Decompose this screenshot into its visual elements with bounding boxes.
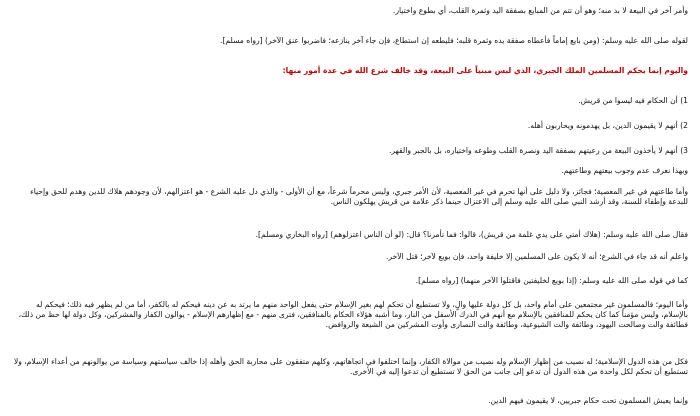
- paragraph-10: واعلم أنه قد جاء في الشرع؛ أنه لا يكون على المسلمين إلا خليفة واحد، فإن بويع لآخر؛ قتل الآخر.: [386, 252, 688, 261]
- list-item-3: 3) أنهم لا يأخذون البيعة من رعيتهم بصفقة اليد ونصرة القلب وطوعه واختياره، بل بالجبر والقهر.: [388, 146, 688, 155]
- document-body: [12, 0, 688, 416]
- paragraph-9: فقال صلى الله عليه وسلم: (هلاك أمتي على يدي غلمة من قريش)، قالوا: فما تأمرنا؟ قال: (لو أن الناس اعتزلوهم) [رواه البخاري ومسلم].: [255, 230, 688, 239]
- paragraph-1: وأمر آخر في البيعة لا بد منه؛ وهو أن تتم من المبايع بصفقة اليد وثمرة القلب، أي بطوع واختيار.: [392, 6, 688, 15]
- heading-paragraph: واليوم إنما يحكم المسلمين الملك الجبري، الذي ليس مبنياً على البيعة، وقد خالف شرع الله في عدة أمور منها:: [282, 66, 688, 75]
- list-item-1: 1) أن الحكام فيه ليسوا من قريش.: [578, 96, 688, 105]
- paragraph-13: فكل من هذه الدول الإسلامية؛ له نصيب من إظهار الإسلام وله نصيب من موالاة الكفار، وإنما اختلفوا في اتجاهاتهم، وكلهم متفقون على محاربة الحق وأهله إذا خالف سياستهم وسياسة من يوالونهم من أعداء الإسلام، ولا تستطيع أن تحكم لكل واحدة من هذه الدول أن تدعو إلى جانب من الحق لا تستطيع أن تدعوا إليه في الأخرى.: [13, 357, 688, 376]
- list-item-2: 2) أنهم لا يقيمون الدين، بل يهدمونه ويحاربون أهله.: [527, 121, 688, 130]
- paragraph-8: وأما طاعتهم في غير المعصية؛ فجائز، ولا دليل على أنها تحرم في غير المعصية، لأن الأمر جبري، وليس محرماً شرعاً، مع أن الأولى - والذي دل عليه الشرع - هو اعتزالهم، لأن وجودهم هلاك للدين وهدم للحق وإحياء للبدعة وإطفاء للسنة، وقد أرشد النبي صلى الله عليه وسلم إلى الاعتزال حينما ذكر علامة من قريش يهلكون الناس.: [30, 187, 688, 206]
- paragraph-2: لقوله صلى الله عليه وسلم: (ومن بايع إماماً فأعطاه صفقة يده وثمرة قلبه؛ فليطعه إن استطاع، فإن جاء آخر ينازعه؛ فاضربوا عنق الآخر) [رواه مسلم].: [220, 36, 688, 45]
- paragraph-11: كما في قوله صلى الله عليه وسلم: (إذا بويع لخليفتين فاقتلوا الآخر منهما) [رواه مسلم].: [415, 276, 688, 285]
- paragraph-12: وأما اليوم؛ فالمسلمون غير مجتمعين على أمام واحد، بل كل دولة عليها والٍ، ولا تستطيع أن تحكم لهم بغير الإسلام حتى يفعل الواحد منهم ما يرتد به عن دينه فيحكم له بالكفر، أما من لم يظهر فيه ذلك؛ فيحكم له بالإسلام، وليس مؤمناً كما كان يحكم للمنافقين بالإسلام مع أنهم في الدرك الأسفل من النار، وما أشبه هؤلاء الحكام بالمنافقين، فترى منهم - مع إظهارهم الإسلام - يوالون الكفار والمشركين، وكل دولة لها حظ من ذلك، فطائفة والت وصالحت اليهود، وطائفة والت الشيوعية، وطائفة والت النصارى وأوت المشركين من الشيعة والروافض.: [18, 300, 688, 329]
- paragraph-7: وبهذا نعرف عدم وجوب بيعتهم وطاعتهم.: [561, 166, 688, 175]
- paragraph-14: وإنما يعيش المسلمون تحت حكام جبريين، لا يقيمون فيهم الدين.: [488, 396, 688, 405]
